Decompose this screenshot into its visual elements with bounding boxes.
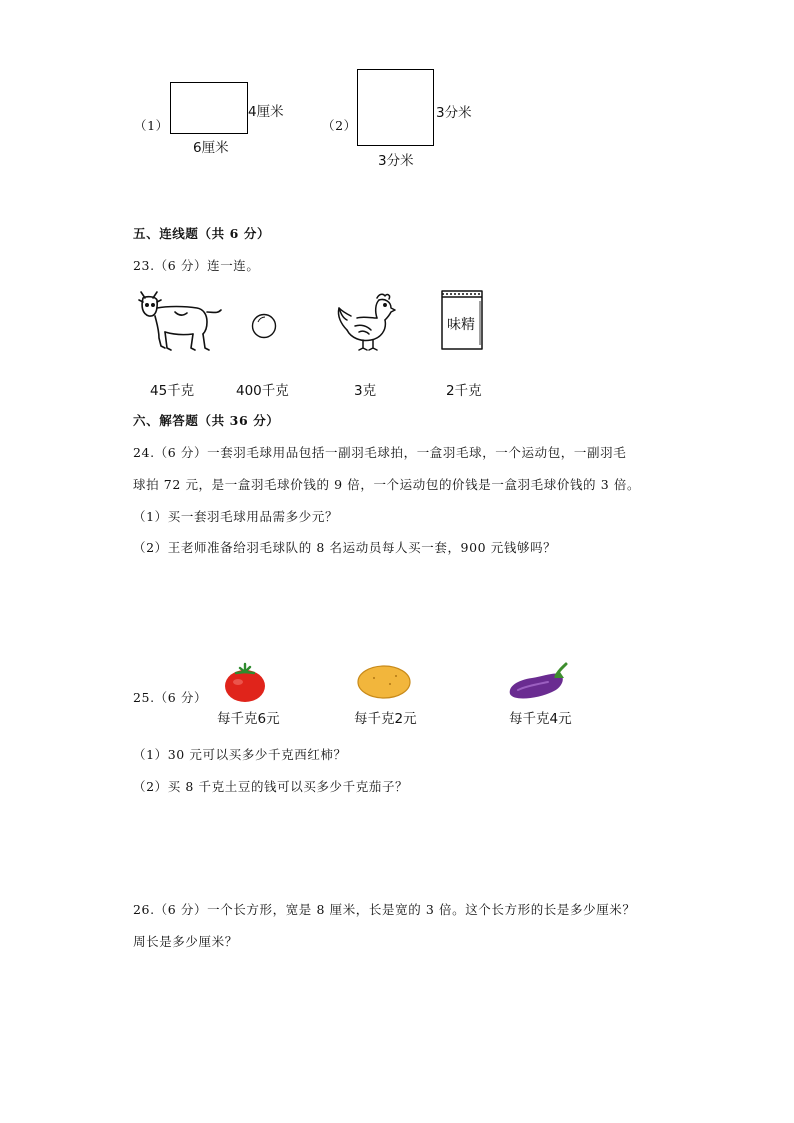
square-side-label: 3分米 — [436, 105, 472, 121]
q26-line-1: 26.（6 分）一个长方形，宽是 8 厘米，长是宽的 3 倍。这个长方形的长是多少厘米？ — [133, 902, 636, 917]
chicken-icon — [333, 290, 399, 352]
figure-2-index: （2） — [322, 118, 357, 133]
rectangle-figure — [170, 82, 248, 134]
weight-option-3: 3克 — [354, 383, 377, 399]
rectangle-width-label: 6厘米 — [193, 140, 229, 156]
q26-line-2: 周长是多少厘米？ — [133, 934, 238, 949]
q25-sub-1: （1）30 元可以买多少千克西红柿？ — [133, 747, 347, 762]
q24-sub-1: （1）买一套羽毛球用品需多少元？ — [133, 509, 339, 524]
section-5-title: 五、连线题（共 6 分） — [133, 226, 271, 241]
weight-option-2: 400千克 — [236, 383, 289, 399]
eggplant-price: 每千克4元 — [509, 711, 572, 727]
q24-line-2: 球拍 72 元，是一盒羽毛球价钱的 9 倍，一个运动包的价钱是一盒羽毛球价钱的 3 倍。 — [133, 477, 641, 492]
tomato-icon — [222, 660, 268, 704]
bag-label: 味精 — [447, 317, 475, 333]
q23-text: 23.（6 分）连一连。 — [133, 258, 260, 273]
potato-price: 每千克2元 — [354, 711, 417, 727]
q25-label: 25.（6 分） — [133, 690, 208, 705]
weight-option-4: 2千克 — [446, 383, 482, 399]
section-6-title: 六、解答题（共 36 分） — [133, 413, 280, 428]
q24-line-1: 24.（6 分）一套羽毛球用品包括一副羽毛球拍，一盒羽毛球，一个运动包，一副羽毛 — [133, 445, 627, 460]
square-bottom-label: 3分米 — [378, 153, 414, 169]
square-figure — [357, 69, 434, 146]
potato-icon — [356, 664, 412, 700]
ball-icon — [250, 312, 278, 340]
weight-option-1: 45千克 — [150, 383, 195, 399]
q25-sub-2: （2）买 8 千克土豆的钱可以买多少千克茄子？ — [133, 779, 409, 794]
rectangle-height-label: 4厘米 — [248, 104, 284, 120]
eggplant-icon — [504, 660, 570, 704]
figure-1-index: （1） — [134, 118, 169, 133]
q24-sub-2: （2）王老师准备给羽毛球队的 8 名运动员每人买一套，900 元钱够吗？ — [133, 540, 557, 555]
tomato-price: 每千克6元 — [217, 711, 280, 727]
cow-icon — [135, 286, 225, 356]
